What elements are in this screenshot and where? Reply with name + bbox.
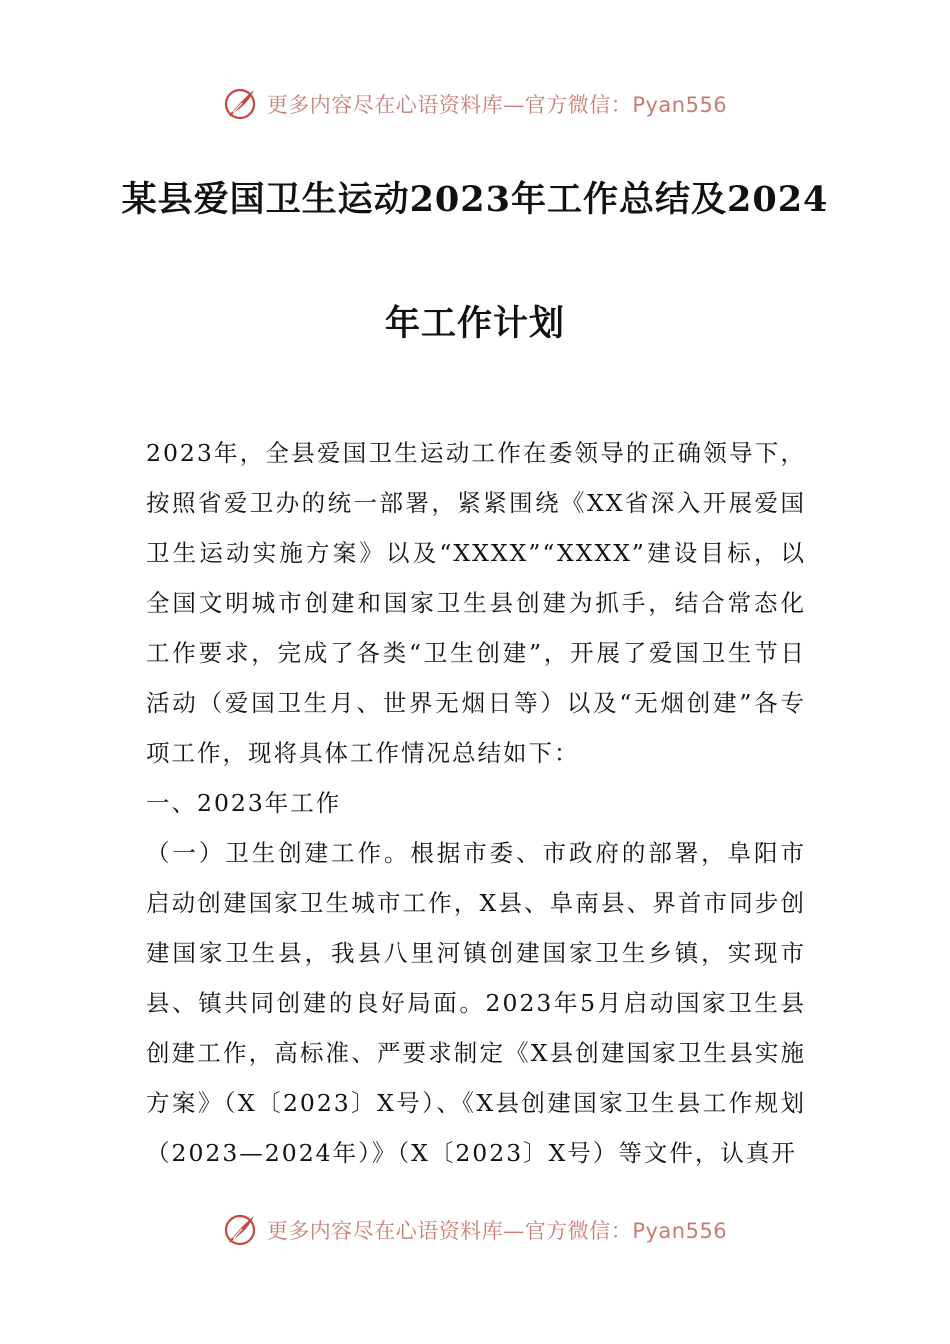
paragraph-health-creation: （一）卫生创建工作。根据市委、市政府的部署，阜阳市启动创建国家卫生城市工作，X县、阜南县、界首市同步创建国家卫生县，我县八里河镇创建国家卫生乡镇，实现市县、镇共同创建的良好局面。2023年5月启动国家卫生县创建工作，高标准、严要求制定《X县创建国家卫生县实施方案》（X〔2023〕X号）、《X县创建国家卫生县工作规划（2023—2024年）》（X〔2023〕X号）等文件，认真开 [146, 839, 806, 1167]
watermark-header [0, 86, 950, 122]
quill-pen-logo-icon [223, 86, 259, 122]
quill-pen-logo-icon [223, 1212, 259, 1248]
section-heading: 一、2023年工作 [146, 789, 342, 817]
document-body [146, 428, 806, 1178]
watermark-text: 更多内容尽在心语资料库—官方微信：Pyan556 [266, 93, 728, 117]
document-title-line2: 年工作计划 [384, 303, 565, 344]
watermark-footer [0, 1212, 950, 1248]
watermark-text: 更多内容尽在心语资料库—官方微信：Pyan556 [266, 1219, 728, 1243]
paragraph-intro: 2023年，全县爱国卫生运动工作在委领导的正确领导下，按照省爱卫办的统一部署，紧紧围绕《XX省深入开展爱国卫生运动实施方案》以及“XXXX”“XXXX”建设目标，以全国文明城市创建和国家卫生县创建为抓手，结合常态化工作要求，完成了各类“卫生创建”，开展了爱国卫生节日活动（爱国卫生月、世界无烟日等）以及“无烟创建”各专项工作，现将具体工作情况总结如下： [146, 439, 806, 767]
document-title-line1: 某县爱国卫生运动2023年工作总结及2024 [121, 179, 829, 220]
